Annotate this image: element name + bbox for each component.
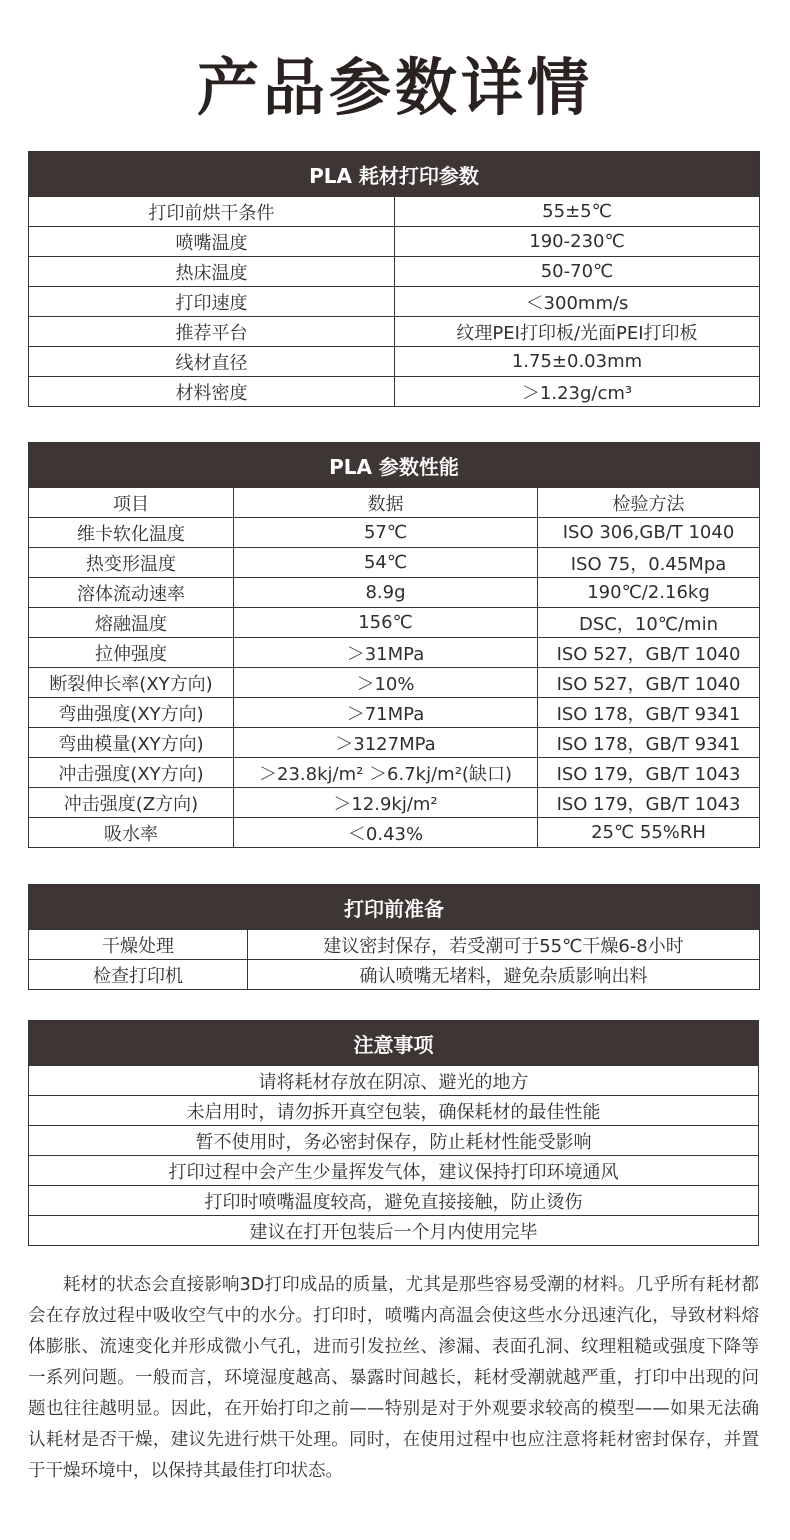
param-label: 线材直径 xyxy=(29,347,395,377)
table-row xyxy=(29,578,760,608)
perf-data: ＞12.9kj/m² xyxy=(234,788,538,818)
perf-item: 维卡软化温度 xyxy=(29,518,234,548)
table-row xyxy=(29,548,760,578)
perf-item: 溶体流动速率 xyxy=(29,578,234,608)
param-value: 55±5℃ xyxy=(395,197,760,227)
perf-method: ISO 306,GB/T 1040 xyxy=(538,518,760,548)
perf-data: 54℃ xyxy=(234,548,538,578)
perf-data: ＞10% xyxy=(234,668,538,698)
note-text: 请将耗材存放在阴凉、避光的地方 xyxy=(29,1066,759,1096)
list-item xyxy=(29,1216,759,1246)
table-row xyxy=(29,257,760,287)
perf-data: 8.9g xyxy=(234,578,538,608)
table-row xyxy=(29,668,760,698)
list-item xyxy=(29,1156,759,1186)
perf-data: 156℃ xyxy=(234,608,538,638)
param-label: 喷嘴温度 xyxy=(29,227,395,257)
perf-item: 拉伸强度 xyxy=(29,638,234,668)
table-row xyxy=(29,788,760,818)
param-label: 材料密度 xyxy=(29,377,395,407)
param-value: 190-230℃ xyxy=(395,227,760,257)
table-row xyxy=(29,287,760,317)
param-value: ＞1.23g/cm³ xyxy=(395,377,760,407)
table-row xyxy=(29,930,760,960)
table-row xyxy=(29,317,760,347)
table-row xyxy=(29,698,760,728)
table-row xyxy=(29,227,760,257)
description-paragraph: 耗材的状态会直接影响3D打印成品的质量，尤其是那些容易受潮的材料。几乎所有耗材都会在存放过程中吸收空气中的水分。打印时，喷嘴内高温会使这些水分迅速汽化，导致材料熔体膨胀、流速变化并形成微小气孔，进而引发拉丝、渗漏、表面孔洞、纹理粗糙或强度下降等一系列问题。一般而言，环境湿度越高、暴露时间越长，耗材受潮就越严重，打印中出现的问题也往往越明显。因此，在开始打印之前——特别是对于外观要求较高的模型——如果无法确认耗材是否干燥，建议先进行烘干处理。同时，在使用过程中也应注意将耗材密封保存，并置于干燥环境中，以保持其最佳打印状态。 xyxy=(28,1275,759,1481)
perf-data: ＞31MPa xyxy=(234,638,538,668)
perf-item: 热变形温度 xyxy=(29,548,234,578)
param-value: ＜300mm/s xyxy=(395,287,760,317)
perf-method: 25℃ 55%RH xyxy=(538,818,760,848)
perf-method: DSC，10℃/min xyxy=(538,608,760,638)
table-row xyxy=(29,758,760,788)
column-header-item: 项目 xyxy=(29,488,234,518)
table-row xyxy=(29,518,760,548)
performance-table xyxy=(28,442,760,848)
list-item xyxy=(29,1126,759,1156)
table-row xyxy=(29,377,760,407)
perf-method: ISO 75，0.45Mpa xyxy=(538,548,760,578)
prep-value: 确认喷嘴无堵料，避免杂质影响出料 xyxy=(248,960,760,990)
table-row xyxy=(29,608,760,638)
prep-label: 干燥处理 xyxy=(29,930,248,960)
param-label: 打印前烘干条件 xyxy=(29,197,395,227)
table-row xyxy=(29,960,760,990)
param-label: 热床温度 xyxy=(29,257,395,287)
list-item xyxy=(29,1096,759,1126)
perf-method: 190℃/2.16kg xyxy=(538,578,760,608)
notes-table xyxy=(28,1020,759,1246)
print-params-table xyxy=(28,151,760,407)
perf-item: 冲击强度(XY方向) xyxy=(29,758,234,788)
perf-data: ＞23.8kj/m² ＞6.7kj/m²(缺口) xyxy=(234,758,538,788)
perf-method: ISO 527，GB/T 1040 xyxy=(538,638,760,668)
perf-item: 弯曲强度(XY方向) xyxy=(29,698,234,728)
list-item xyxy=(29,1186,759,1216)
perf-data: 57℃ xyxy=(234,518,538,548)
perf-data: ＞71MPa xyxy=(234,698,538,728)
prep-value: 建议密封保存，若受潮可于55℃干燥6-8小时 xyxy=(248,930,760,960)
performance-header: PLA 参数性能 xyxy=(29,443,760,488)
column-header-method: 检验方法 xyxy=(538,488,760,518)
table-row xyxy=(29,638,760,668)
table-row xyxy=(29,347,760,377)
list-item xyxy=(29,1066,759,1096)
perf-method: ISO 179，GB/T 1043 xyxy=(538,788,760,818)
note-text: 建议在打开包装后一个月内使用完毕 xyxy=(29,1216,759,1246)
table-row xyxy=(29,728,760,758)
perf-item: 冲击强度(Z方向) xyxy=(29,788,234,818)
note-text: 打印时喷嘴温度较高，避免直接接触，防止烫伤 xyxy=(29,1186,759,1216)
perf-method: ISO 527，GB/T 1040 xyxy=(538,668,760,698)
perf-item: 吸水率 xyxy=(29,818,234,848)
perf-method: ISO 178，GB/T 9341 xyxy=(538,698,760,728)
note-text: 打印过程中会产生少量挥发气体，建议保持打印环境通风 xyxy=(29,1156,759,1186)
perf-item: 熔融温度 xyxy=(29,608,234,638)
perf-data: ＜0.43% xyxy=(234,818,538,848)
notes-header: 注意事项 xyxy=(29,1021,759,1066)
note-text: 未启用时，请勿拆开真空包装，确保耗材的最佳性能 xyxy=(29,1096,759,1126)
param-value: 纹理PEI打印板/光面PEI打印板 xyxy=(395,317,760,347)
column-header-row xyxy=(29,488,760,518)
prep-header: 打印前准备 xyxy=(29,885,760,930)
table-row xyxy=(29,197,760,227)
param-value: 50-70℃ xyxy=(395,257,760,287)
note-text: 暂不使用时，务必密封保存，防止耗材性能受影响 xyxy=(29,1126,759,1156)
param-label: 推荐平台 xyxy=(29,317,395,347)
perf-item: 断裂伸长率(XY方向) xyxy=(29,668,234,698)
perf-data: ＞3127MPa xyxy=(234,728,538,758)
param-value: 1.75±0.03mm xyxy=(395,347,760,377)
column-header-data: 数据 xyxy=(234,488,538,518)
perf-item: 弯曲模量(XY方向) xyxy=(29,728,234,758)
prep-label: 检查打印机 xyxy=(29,960,248,990)
perf-method: ISO 178，GB/T 9341 xyxy=(538,728,760,758)
print-params-header: PLA 耗材打印参数 xyxy=(29,152,760,197)
perf-method: ISO 179，GB/T 1043 xyxy=(538,758,760,788)
page-title: 产品参数详情 xyxy=(196,51,593,124)
table-row xyxy=(29,818,760,848)
prep-table xyxy=(28,884,760,990)
param-label: 打印速度 xyxy=(29,287,395,317)
